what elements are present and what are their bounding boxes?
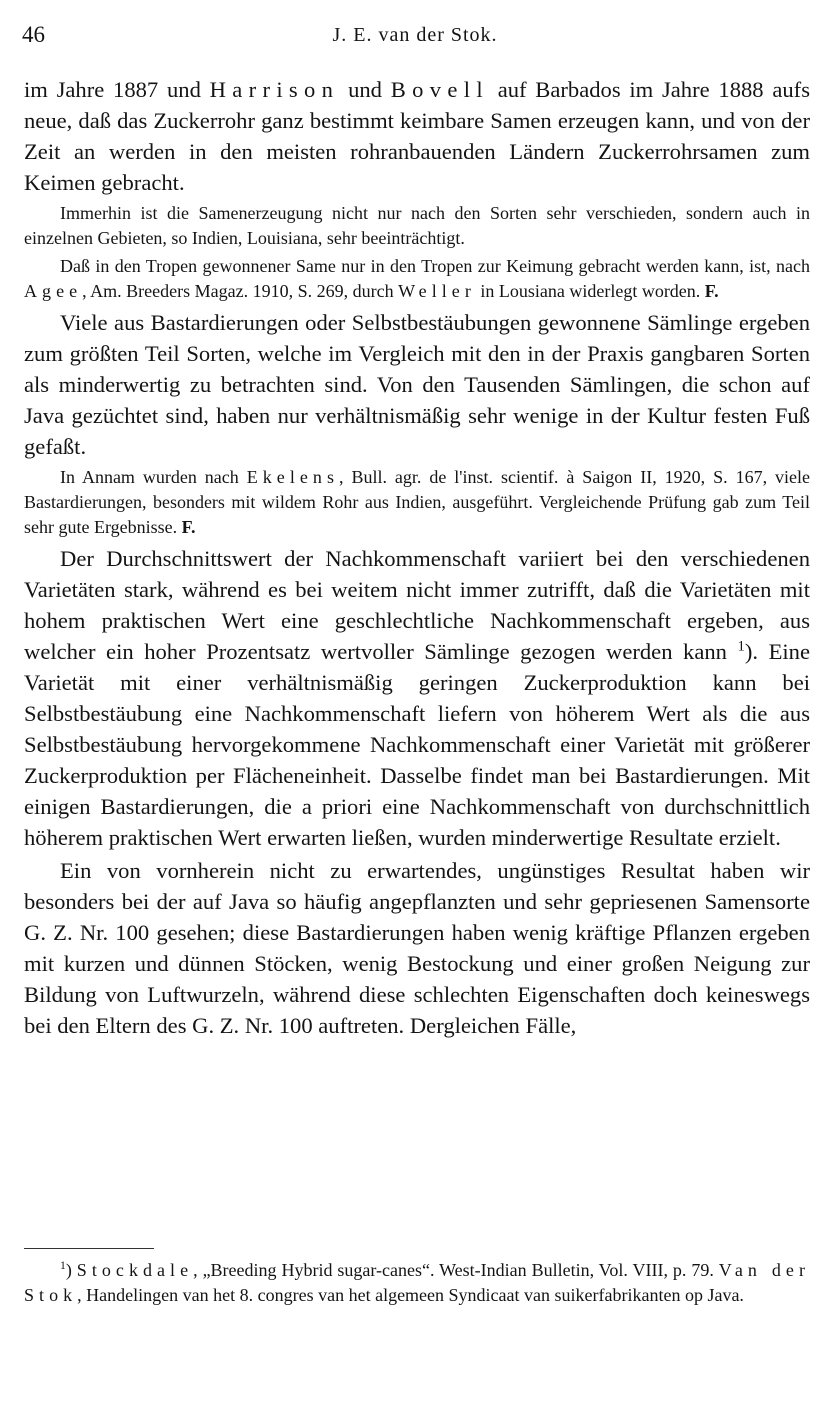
text: ) <box>65 1260 77 1280</box>
footnote-divider <box>24 1248 154 1249</box>
text: , Am. Breeders Magaz. 1910, S. 269, durch <box>82 281 399 301</box>
author-bovell: Bovell <box>390 77 489 102</box>
signature-f: F. <box>704 281 719 301</box>
paragraph-offspring-value <box>24 543 810 853</box>
text: im Jahre 1887 und <box>24 77 210 102</box>
author-agee: Agee <box>24 281 83 301</box>
signature-f: F. <box>181 517 196 537</box>
author-van-der-stok: Van der Stok <box>24 1260 810 1305</box>
text: in Lousiana widerlegt worden. <box>475 281 705 301</box>
text: , Bull. agr. de l'inst. scientif. à Saigon II, 1920, S. 167, viele Bastardierungen, besonders mit wildem Rohr aus Indien, ausgeführt. Vergleichende Prüfung gab zum Teil sehr gute Ergebnisse. <box>24 467 810 537</box>
page-header <box>22 16 808 56</box>
note-annam <box>24 465 810 540</box>
text: ). Eine Varietät mit einer verhältnismäßig geringen Zuckerproduktion kann bei Selbstbestäubung eine Nachkommenschaft liefern von höherem Wert als die aus Selbstbestäubung hervorgekommene Nachkommenschaft einer Varietät mit größerer Zuckerproduktion per Flächeneinheit. Dasselbe findet man bei Bastardierungen. Mit einigen Bastardierungen, die a priori eine Nachkommenschaft von durchschnittlich höherem praktischen Wert erwarten ließen, wurden minderwertige Resultate erzielt. <box>24 639 810 850</box>
text: Daß in den Tropen gewonnener Same nur in den Tropen zur Keimung gebracht werden kann, ist, nach <box>60 256 810 276</box>
text: , Handelingen van het 8. congres van het algemeen Syndicaat van suikerfabrikanten op Java. <box>77 1285 744 1305</box>
note-tropics-seed <box>24 254 810 304</box>
page-number: 46 <box>22 22 45 47</box>
paragraph-seedlings: Viele aus Bastardierungen oder Selbstbestäubungen gewonnene Sämlinge ergeben zum größten Teil Sorten, welche im Vergleich mit den in der Praxis gangbaren Sorten als minderwertig zu betrachten sind. Von den Tausenden Sämlingen, die schon auf Java gezüchtet sind, haben nur verhältnismäßig sehr wenige in der Kultur festen Fuß gefaßt. <box>24 310 810 459</box>
text: und <box>339 77 391 102</box>
text: In Annam wurden nach <box>60 467 247 487</box>
footnote <box>24 1258 810 1308</box>
text: , „Breeding Hybrid sugar-canes“. West-Indian Bulletin, Vol. VIII, p. 79. <box>193 1260 719 1280</box>
footnote-ref[interactable]: 1 <box>737 638 745 655</box>
author-ekelens: Ekelens <box>246 467 339 487</box>
footnote-mark: 1 <box>60 1259 66 1272</box>
text: auf Barbados im Jahre 1888 aufs neue, daß das Zuckerrohr ganz bestimmt keimbare Samen erzeugen kann, und von der Zeit an werden in den meisten rohranbauenden Ländern Zuckerrohrsamen zum Keimen gebracht. <box>24 77 810 195</box>
author-stockdale: Stockdale <box>76 1260 194 1280</box>
page-body <box>24 74 810 1041</box>
author-weller: Weller <box>398 281 476 301</box>
author-harrison: Harrison <box>209 77 340 102</box>
text: Der Durchschnittswert der Nachkommenschaft variiert bei den verschiedenen Varietäten stark, während es bei weitem nicht immer zutrifft, daß die Varietäten mit hohem praktischen Wert eine geschlechtliche Nachkommenschaft ergeben, aus welcher ein hoher Prozentsatz wertvoller Sämlinge gezogen werden kann <box>24 546 810 664</box>
running-title: J. E. van der Stok. <box>332 24 498 46</box>
note-seed-production: Immerhin ist die Samenerzeugung nicht nur nach den Sorten sehr verschieden, sondern auch in einzelnen Gebieten, so Indien, Louisiana, sehr beeinträchtigt. <box>24 203 810 248</box>
paragraph-continuation <box>24 74 810 198</box>
paragraph-gz100: Ein von vornherein nicht zu erwartendes, ungünstiges Resultat haben wir besonders bei der auf Java so häufig angepflanzten und sehr gepriesenen Samensorte G. Z. Nr. 100 gesehen; diese Bastardierungen haben wenig kräftige Pflanzen ergeben mit kurzen und dünnen Stöcken, wenig Bestockung und einer großen Neigung zur Bildung von Luftwurzeln, während diese schlechten Eigenschaften doch keineswegs bei den Eltern des G. Z. Nr. 100 auftreten. Dergleichen Fälle, <box>24 858 810 1038</box>
